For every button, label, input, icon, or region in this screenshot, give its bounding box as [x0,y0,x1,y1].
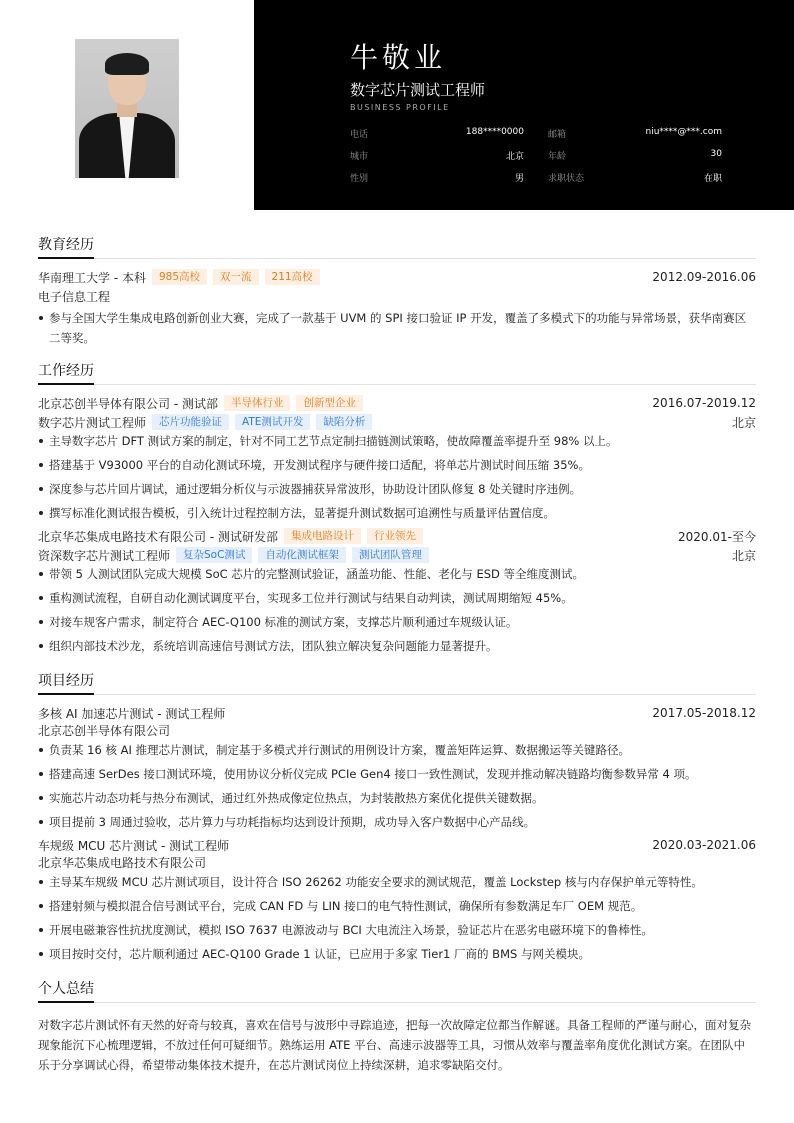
project-name: 多核 AI 加速芯片测试 - 测试工程师 [38,706,226,721]
job-position-row [38,546,756,564]
job-city: 北京 [731,548,756,563]
skill-tag: 芯片功能验证 [152,414,229,430]
school-tag: 双一流 [213,269,259,285]
company-name: 北京芯创半导体有限公司 - 测试部 [38,396,218,411]
school-tag: 211高校 [265,269,320,285]
skill-tag: 复杂SoC测试 [176,547,252,563]
list-item: 实施芯片动态功耗与热分布测试，通过红外热成像定位热点，为封装散热方案优化提供关键数据。 [38,788,756,808]
skill-tag: 自动化测试框架 [258,547,346,563]
list-item: 撰写标准化测试报告模板，引入统计过程控制方法，显著提升测试数据可追溯性与质量评估置信度。 [38,503,756,523]
skill-tag: 测试团队管理 [352,547,429,563]
project-bullets [38,740,756,832]
list-item: 参与全国大学生集成电路创新创业大赛，完成了一款基于 UVM 的 SPI 接口验证 IP 开发，覆盖了多模式下的功能与异常场景，获华南赛区二等奖。 [38,308,756,348]
list-item: 深度参与芯片回片调试，通过逻辑分析仪与示波器捕获异常波形，协助设计团队修复 8 处关键时序违例。 [38,479,756,499]
job-position: 数字芯片测试工程师 [38,415,147,430]
skill-tag: 缺陷分析 [316,414,372,430]
education-bullets [38,308,756,348]
project-name: 车规级 MCU 芯片测试 - 测试工程师 [38,838,230,853]
list-item: 主导数字芯片 DFT 测试方案的制定，针对不同工艺节点定制扫描链测试策略，使故障覆盖率提升至 98% 以上。 [38,431,756,451]
job-date: 2020.01-至今 [678,529,756,544]
info-city: 城市 北京 [350,152,524,162]
project-date: 2017.05-2018.12 [652,706,756,720]
company-name: 北京华芯集成电路技术有限公司 - 测试研发部 [38,529,278,544]
education-section [38,234,756,352]
summary-section [38,978,756,1075]
list-item: 负责某 16 核 AI 推理芯片测试，制定基于多模式并行测试的用例设计方案，覆盖矩阵运算、数据搬运等关键路径。 [38,740,756,760]
section-title: 教育经历 [38,234,756,259]
school-tag: 985高校 [152,269,207,285]
list-item: 带领 5 人测试团队完成大规模 SoC 芯片的完整测试验证，涵盖功能、性能、老化与 ESD 等全维度测试。 [38,564,756,584]
list-item: 项目提前 3 周通过验收，芯片算力与功耗指标均达到设计预期，成功导入客户数据中心产品线。 [38,812,756,832]
project-header [38,836,756,854]
info-job-status: 求职状态 在职 [548,174,722,184]
section-title: 项目经历 [38,670,756,695]
list-item: 搭建射频与模拟混合信号测试平台，完成 CAN FD 与 LIN 接口的电气特性测试，确保所有参数满足车厂 OEM 规范。 [38,896,756,916]
company-tag: 集成电路设计 [284,528,361,544]
education-date: 2012.09-2016.06 [652,270,756,284]
list-item: 搭建高速 SerDes 接口测试环境，使用协议分析仪完成 PCIe Gen4 接口一致性测试，发现并推动解决链路均衡参数异常 4 项。 [38,764,756,784]
header-banner [254,0,794,210]
project-header [38,704,756,722]
candidate-role: 数字芯片测试工程师 [350,81,486,99]
company-tag: 半导体行业 [224,395,291,411]
photo-area [0,0,254,210]
info-email: 邮箱 niu****@***.com [548,127,722,140]
projects-section [38,670,756,968]
skill-tag: ATE测试开发 [235,414,310,430]
job-header [38,527,756,545]
major: 电子信息工程 [38,290,111,304]
job-bullets [38,564,756,656]
profile-photo [75,39,179,178]
info-age: 年龄 30 [548,149,722,162]
work-section [38,360,756,660]
info-gender: 性别 男 [350,174,524,184]
section-title: 工作经历 [38,360,756,385]
info-phone: 电话 188****0000 [350,127,524,140]
project-bullets [38,872,756,964]
list-item: 项目按时交付，芯片顺利通过 AEC-Q100 Grade 1 认证，已应用于多家 Tier1 厂商的 BMS 与网关模块。 [38,944,756,964]
project-date: 2020.03-2021.06 [652,838,756,852]
list-item: 开展电磁兼容性抗扰度测试，模拟 ISO 7637 电源波动与 BCI 大电流注入场景，验证芯片在恶劣电磁环境下的鲁棒性。 [38,920,756,940]
job-date: 2016.07-2019.12 [652,396,756,410]
list-item: 重构测试流程，自研自动化测试调度平台，实现多工位并行测试与结果自动判读，测试周期缩短 45%。 [38,588,756,608]
company-tag: 创新型企业 [296,395,363,411]
job-position-row [38,413,756,431]
profile-label: BUSINESS PROFILE [350,103,450,112]
project-company: 北京芯创半导体有限公司 [38,724,171,738]
education-header [38,268,756,286]
list-item: 对接车规客户需求，制定符合 AEC-Q100 标准的测试方案，支撑芯片顺利通过车规级认证。 [38,612,756,632]
project-company: 北京华芯集成电路技术有限公司 [38,856,207,870]
section-title: 个人总结 [38,978,756,1003]
list-item: 搭建基于 V93000 平台的自动化测试环境，开发测试程序与硬件接口适配，将单芯片测试时间压缩 35%。 [38,455,756,475]
list-item: 组织内部技术沙龙，系统培训高速信号测试方法，团队独立解决复杂问题能力显著提升。 [38,636,756,656]
job-city: 北京 [731,415,756,430]
summary-text: 对数字芯片测试怀有天然的好奇与较真，喜欢在信号与波形中寻踪追迹，把每一次故障定位都当作解谜。具备工程师的严谨与耐心，面对复杂现象能沉下心梳理逻辑，不放过任何可疑细节。熟练运用 ATE 平台、高速示波器等工具，习惯从效率与覆盖率角度优化测试方案。在团队中乐于分享调试心得，希望带动集体技术提升，在芯片测试岗位上持续深耕，追求零缺陷交付。 [38,1018,751,1072]
job-position: 资深数字芯片测试工程师 [38,548,171,563]
candidate-name: 牛敬业 [350,41,447,74]
company-tag: 行业领先 [367,528,423,544]
job-header [38,394,756,412]
list-item: 主导某车规级 MCU 芯片测试项目，设计符合 ISO 26262 功能安全要求的测试规范，覆盖 Lockstep 核与内存保护单元等特性。 [38,872,756,892]
job-bullets [38,431,756,523]
school-name: 华南理工大学 - 本科 [38,270,146,285]
